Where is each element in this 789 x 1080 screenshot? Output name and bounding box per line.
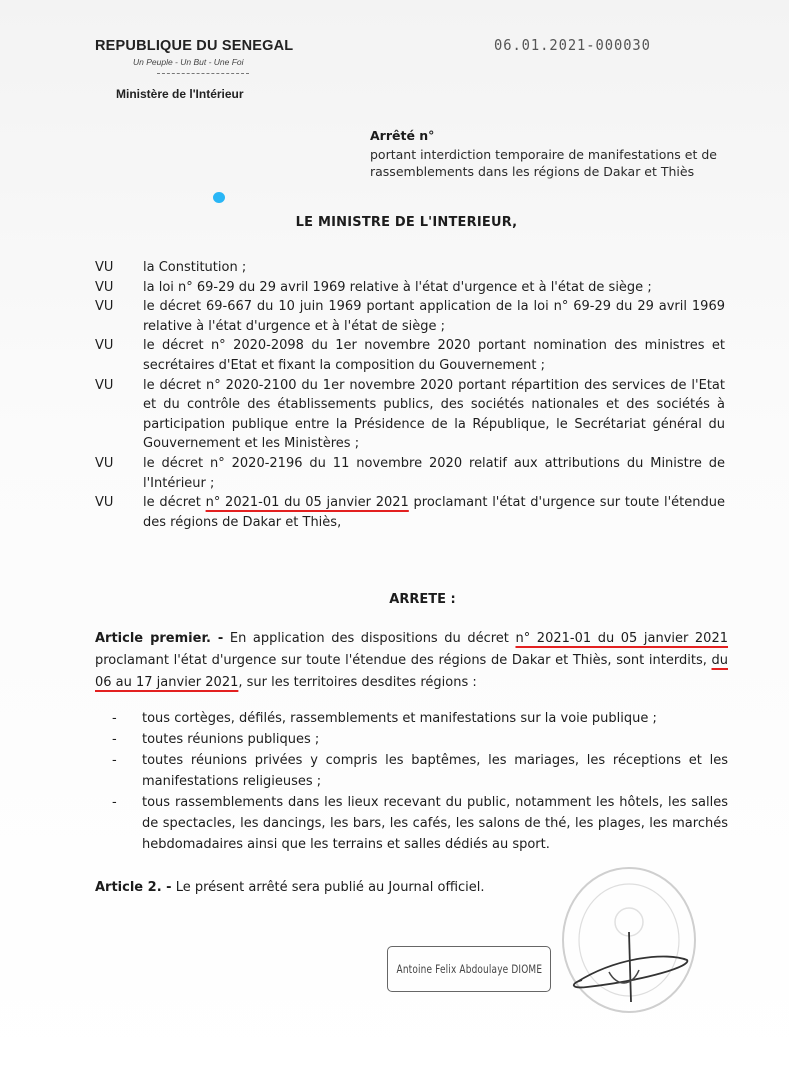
prohibition-item xyxy=(112,729,728,750)
vu-item xyxy=(95,297,725,336)
vu-text: le décret 69-667 du 10 juin 1969 portant application de la loi n° 69-29 du 29 avril 1969 relative à l'état d'urgence et à l'état de siège ; xyxy=(143,299,725,334)
article-premier-text-3: , sur les territoires desdites régions : xyxy=(238,675,477,690)
red-underlined-decree-reference: n° 2021-01 du 05 janvier 2021 xyxy=(205,495,409,511)
ministry-name: Ministère de l'Intérieur xyxy=(116,87,244,101)
vu-tag: VU xyxy=(95,495,114,511)
article-premier-text-2: proclamant l'état d'urgence sur toute l'étendue des régions de Dakar et Thiès, sont interdits, xyxy=(95,653,712,668)
minister-title-text: LE MINISTRE DE L'INTERIEUR, xyxy=(295,215,518,230)
vu-text-after: proclamant l'état d'urgence sur toute l'étendue des régions de Dakar et Thiès, xyxy=(143,495,725,530)
national-motto: Un Peuple - Un But - Une Foi xyxy=(133,57,244,67)
arrete-heading xyxy=(0,592,789,607)
vu-text: la loi n° 69-29 du 29 avril 1969 relative à l'état d'urgence et à l'état de siège ; xyxy=(143,279,652,295)
vu-item xyxy=(95,376,725,454)
prohibition-text: tous rassemblements dans les lieux recevant du public, notamment les hôtels, les salles de spectacles, les dancings, les bars, les cafés, les salons de thé, les plages, les marchés hebdomadaires ainsi que les terrains et salles dédiés au sport. xyxy=(142,795,728,852)
reference-number-stamp: 06.01.2021-000030 xyxy=(494,36,651,54)
vu-text: le décret n° 2020-2098 du 1er novembre 2020 portant nomination des ministres et secrétaires d'Etat et fixant la composition du Gouvernement ; xyxy=(143,338,725,373)
vu-text xyxy=(143,493,725,532)
arrete-heading-text: ARRETE : xyxy=(389,592,456,607)
seal-emblem xyxy=(615,908,643,936)
vu-text-before: le décret xyxy=(143,495,206,511)
signature-stroke xyxy=(629,932,631,1002)
arrete-number-label: Arrêté n° xyxy=(370,128,435,143)
article-premier-text-1: En application des dispositions du décret xyxy=(223,631,516,646)
minister-title xyxy=(0,215,789,230)
prohibition-item xyxy=(112,750,728,792)
vu-tag: VU xyxy=(95,260,114,275)
republic-heading: REPUBLIQUE DU SENEGAL xyxy=(95,38,294,54)
dash-bullet-icon: - xyxy=(112,711,117,726)
motto-divider xyxy=(157,73,249,74)
prohibition-item xyxy=(112,708,728,729)
vu-item xyxy=(95,493,725,532)
prohibition-text: toutes réunions publiques ; xyxy=(142,732,320,747)
signatory-name: Antoine Felix Abdoulaye DIOME xyxy=(396,962,542,976)
vu-item xyxy=(95,454,725,493)
article-2-label: Article 2. - xyxy=(95,880,172,895)
vu-item xyxy=(95,258,725,278)
article-2 xyxy=(95,880,485,895)
vu-text: la Constitution ; xyxy=(143,260,247,275)
dash-bullet-icon: - xyxy=(112,753,117,768)
vu-tag: VU xyxy=(95,338,114,354)
prohibition-text: tous cortèges, défilés, rassemblements et manifestations sur la voie publique ; xyxy=(142,711,657,726)
article-2-text: Le présent arrêté sera publié au Journal officiel. xyxy=(171,880,485,895)
vu-considerations-list xyxy=(95,258,725,532)
vu-tag: VU xyxy=(95,377,114,393)
vu-item xyxy=(95,278,725,298)
official-seal-and-signature xyxy=(557,862,707,1022)
article-premier-label: Article premier. - xyxy=(95,631,224,646)
vu-tag: VU xyxy=(95,299,114,315)
vu-tag: VU xyxy=(95,455,114,471)
vu-item xyxy=(95,336,725,375)
vu-text: le décret n° 2020-2196 du 11 novembre 2020 relatif aux attributions du Ministre de l'Intérieur ; xyxy=(143,455,725,491)
prohibitions-list xyxy=(112,708,728,855)
prohibition-item xyxy=(112,792,728,855)
red-underlined-date-range: du 06 au 17 janvier 2021 xyxy=(95,653,728,690)
article-premier xyxy=(95,628,728,694)
blue-marker-dot xyxy=(213,192,225,203)
dash-bullet-icon: - xyxy=(112,732,117,747)
red-underlined-decree-reference: n° 2021-01 du 05 janvier 2021 xyxy=(515,631,729,646)
dash-bullet-icon: - xyxy=(112,795,117,810)
arrete-subject: portant interdiction temporaire de manifestations et de rassemblements dans les régions de Dakar et Thiès xyxy=(370,147,717,179)
vu-text: le décret n° 2020-2100 du 1er novembre 2020 portant répartition des services de l'Etat et du contrôle des établissements publics, des sociétés nationales et des sociétés à participation publique entre la Présidence de la République, le Secrétariat général du Gouvernement et les Ministères ; xyxy=(143,377,725,452)
prohibition-text: toutes réunions privées y compris les baptêmes, les mariages, les réceptions et les manifestations religieuses ; xyxy=(142,753,728,789)
vu-tag: VU xyxy=(95,279,114,295)
signatory-name-stamp xyxy=(387,946,551,992)
